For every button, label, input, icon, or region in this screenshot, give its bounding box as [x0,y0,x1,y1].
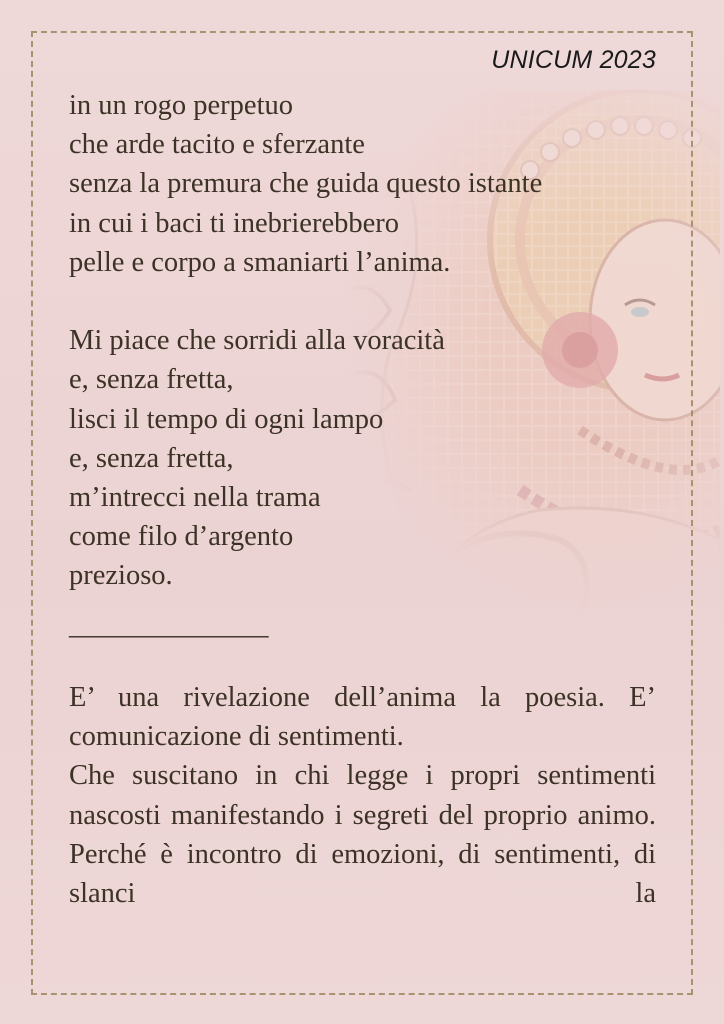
poem-line: che arde tacito e sferzante [69,129,365,161]
poem-line: e, senza fretta, [69,364,234,396]
poem-line: m’intrecci nella trama [69,482,321,514]
poem-line: Mi piace che sorridi alla voracità [69,325,445,357]
stanza-break [69,282,669,321]
poem-line: senza la premura che guida questo istante [69,168,543,200]
poem-line: e, senza fretta, [69,442,234,474]
section-separator: ______________ [69,610,269,641]
header-label: UNICUM 2023 [491,46,656,74]
poem-line: lisci il tempo di ogni lampo [69,403,384,435]
poem-text [69,86,669,596]
commentary-paragraph: E’ una rivelazione dell’anima la poesia. E’ comunicazione di sentimenti. [69,682,656,753]
poem-line: pelle e corpo a smaniarti l’anima. [69,246,451,278]
poem-line: in un rogo perpetuo [69,90,293,121]
commentary-paragraph: Che suscitano in chi legge i propri sentimenti nascosti manifestando i segreti del proprio animo. Perché è incontro di emozioni, di sentimenti, di slanci la [69,760,656,910]
poem-line: prezioso. [69,560,173,592]
poem-line: come filo d’argento [69,521,294,553]
commentary-text [69,678,656,913]
poem-line: in cui i baci ti inebrierebbero [69,207,399,239]
